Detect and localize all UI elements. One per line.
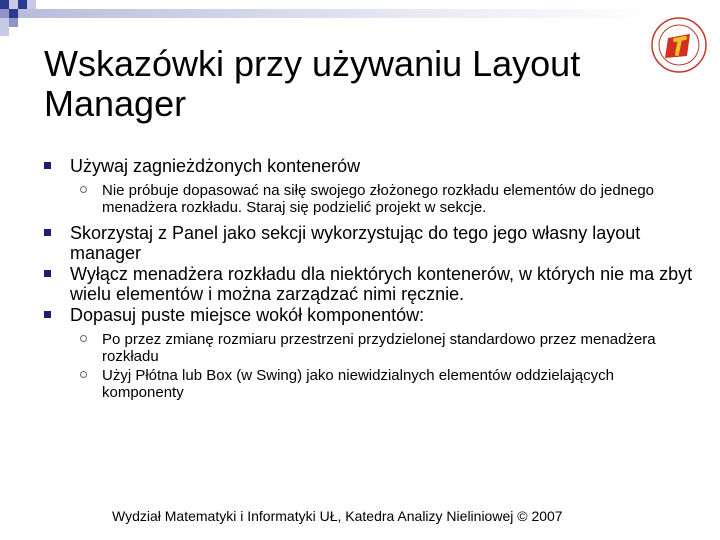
square-bullet-icon — [44, 270, 51, 277]
decor-square — [18, 0, 27, 9]
decor-square — [9, 0, 18, 9]
square-bullet-icon — [44, 229, 51, 236]
square-bullet-icon — [44, 311, 51, 318]
sub-bullet-item — [44, 367, 694, 401]
bullet-item — [44, 156, 694, 176]
footer-text: Wydział Matematyki i Informatyki UŁ, Katedra Analizy Nieliniowej © 2007 — [112, 508, 563, 524]
bullet-text: Używaj zagnieżdżonych kontenerów — [70, 156, 361, 176]
slide-title: Wskazówki przy używaniu Layout Manager — [44, 43, 581, 124]
sub-bullet-item — [44, 331, 694, 365]
bullet-text: Wyłącz menadżera rozkładu dla niektórych kontenerów, w których nie ma zbyt wielu elementów i można zarządzać nimi ręcznie. — [70, 264, 693, 304]
bullet-item — [44, 223, 694, 263]
university-logo-icon — [650, 16, 708, 74]
decorative-header — [0, 0, 720, 40]
slide-footer — [0, 508, 720, 524]
square-bullet-icon — [44, 162, 51, 169]
bullet-text: Dopasuj puste miejsce wokół komponentów: — [70, 305, 425, 325]
decor-square — [0, 9, 9, 18]
decor-square — [0, 0, 9, 9]
decor-square — [0, 18, 9, 27]
bullet-list — [44, 156, 694, 403]
decor-square — [27, 0, 36, 9]
decor-gradient-bar — [18, 9, 658, 18]
sub-bullet-text: Po przez zmianę rozmiaru przestrzeni przydzielonej standardowo przez menadżera rozkładu — [102, 331, 656, 365]
hollow-circle-bullet-icon — [80, 186, 87, 193]
sub-bullet-text: Użyj Płótna lub Box (w Swing) jako niewidzialnych elementów oddzielających komponenty — [102, 367, 614, 401]
bullet-item — [44, 264, 694, 304]
sub-bullet-text: Nie próbuje dopasować na siłę swojego złożonego rozkładu elementów do jednego menadżera rozkładu. Staraj się podzielić projekt w sekcje. — [102, 182, 655, 216]
hollow-circle-bullet-icon — [80, 335, 87, 342]
decor-square — [0, 27, 9, 36]
sub-bullet-item — [44, 182, 694, 216]
hollow-circle-bullet-icon — [80, 371, 87, 378]
decor-square — [9, 18, 18, 27]
decor-square — [9, 9, 18, 18]
bullet-item — [44, 305, 694, 325]
bullet-text: Skorzystaj z Panel jako sekcji wykorzystując do tego jego własny layout manager — [70, 223, 641, 263]
